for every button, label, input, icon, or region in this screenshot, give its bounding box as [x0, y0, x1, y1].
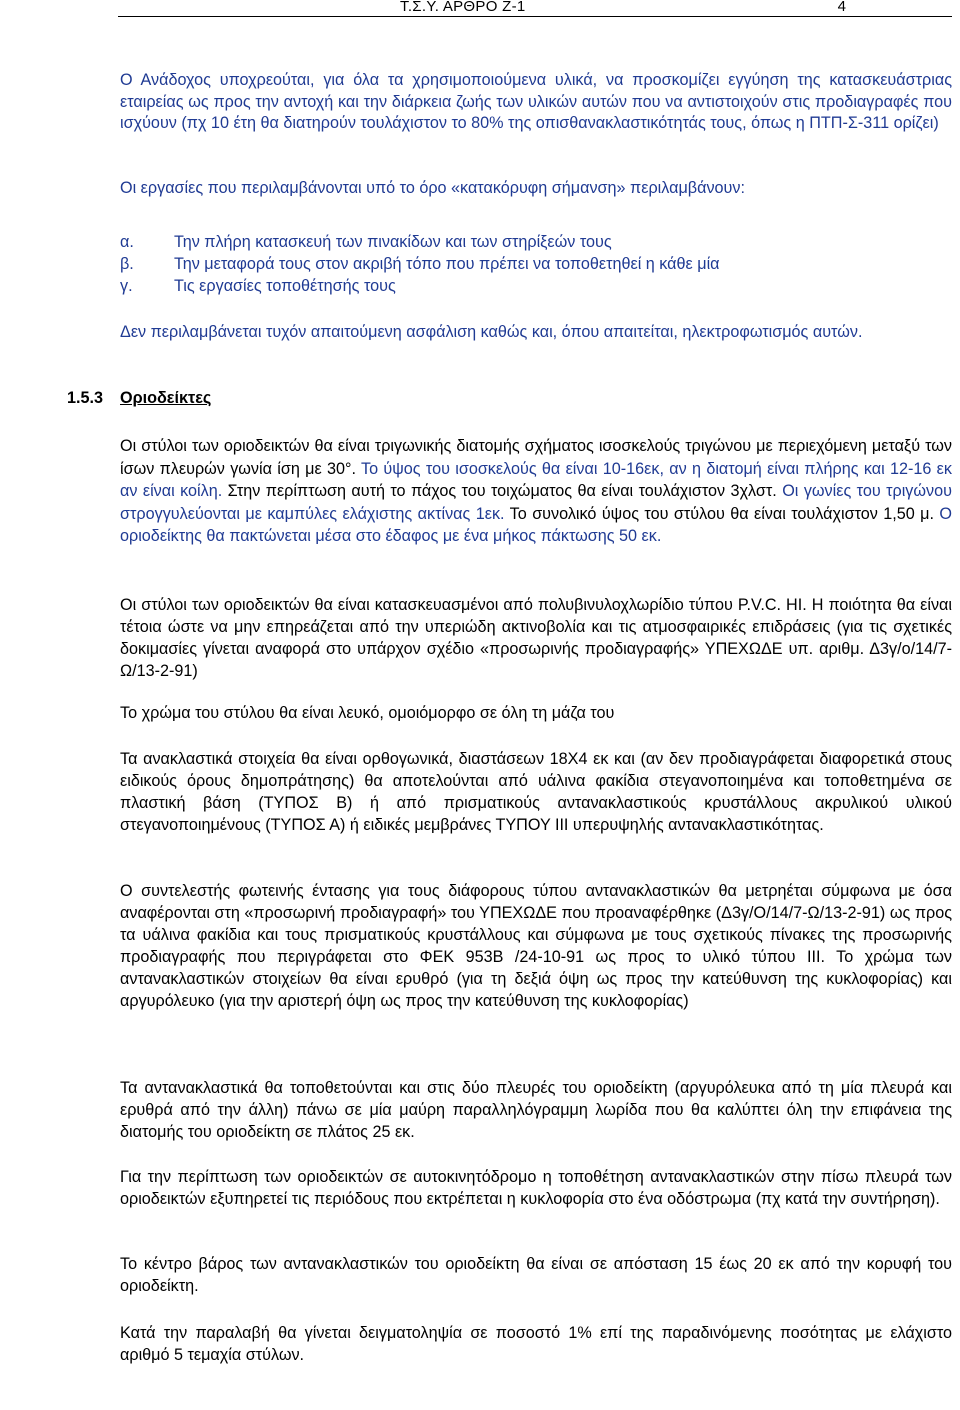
paragraph-sampling: Κατά την παραλαβή θα γίνεται δειγματοληψία σε ποσοστό 1% επί της παραδινόμενης ποσότητας με ελάχιστο αριθμό 5 τεμαχία στύλων. — [120, 1324, 952, 1364]
text-run: Οι γωνίες του τριγώνου στρογγυλεύονται με καμπύλες ελάχιστης ακτίνας 1εκ. — [120, 482, 952, 523]
list-item — [120, 275, 952, 297]
list-item — [120, 253, 952, 275]
text-run: Ο οριοδείκτης θα πακτώνεται μέσα στο έδαφος με ένα μήκος πάκτωσης 50 εκ. — [120, 504, 952, 545]
works-list — [120, 231, 952, 297]
intro-paragraph: Ο Ανάδοχος υποχρεούται, για όλα τα χρησιμοποιούμενα υλικά, να προσκομίζει εγγύηση της κατασκευάστριας εταιρείας ως προς την αντοχή και την διάρκεια ζωής των υλικών αυτών που να αντιστοιχούν στις προδιαγραφές που ισχύουν (πχ 10 έτη θα διατηρούν τουλάχιστον το 80% της οπισθανακλαστικότητάς τους, όπως η ΠΤΠ-Σ-311 ορίζει) — [120, 71, 952, 132]
section-number: 1.5.3 — [67, 389, 104, 407]
paragraph-post-material: Οι στύλοι των οριοδεικτών θα είναι κατασκευασμένοι από πολυβινυλοχλωρίδιο τύπου P.V.C. HI. Η ποιότητα θα είναι τέτοια ώστε να μην επηρεάζεται από την υπεριώδη ακτινοβολία και τις ατμοσφαιρικές επιδράσεις (για τις σχετικές δοκιμασίες γίνεται αναφορά στο υπάρχον σχέδιο «προσωρινής προδιαγραφής» ΥΠΕΧΩΔΕ υπ. αριθμ. Δ3γ/ο/14/7-Ω/13-2-91) — [120, 596, 952, 680]
list-marker: γ. — [120, 277, 133, 295]
list-marker: β. — [120, 255, 134, 273]
section-title: Οριοδείκτες — [120, 389, 212, 407]
paragraph-motorway: Για την περίπτωση των οριοδεικτών σε αυτοκινητόδρομο η τοποθέτηση αντανακλαστικών στην πίσω πλευρά των οριοδεικτών εξυπηρετεί τις περιόδους που εκτρέπεται η κυκλοφορία στο ένα οδόστρωμα (πχ κατά την συντήρηση). — [120, 1168, 952, 1208]
page-header — [0, 0, 960, 14]
text-run: Το συνολικό ύψος του στύλου θα είναι τουλάχιστον 1,50 μ. — [509, 504, 940, 523]
list-item — [120, 231, 952, 253]
works-intro-paragraph: Οι εργασίες που περιλαμβάνονται υπό το όρο «κατακόρυφη σήμανση» περιλαμβάνουν: — [120, 179, 745, 197]
list-item-text: Τις εργασίες τοποθέτησής τους — [174, 277, 396, 295]
paragraph-reflector-placement: Τα αντανακλαστικά θα τοποθετούνται και στις δύο πλευρές του οριοδείκτη (αργυρόλευκα από τη μία πλευρά και ερυθρά από την άλλη) πάνω σε μία μαύρη παραλληλόγραμμη λωρίδα που θα καλύπτει όλη την επιφάνεια της διατομής του οριοδείκτη σε πλάτος 25 εκ. — [120, 1079, 952, 1141]
paragraph-reflectors: Τα ανακλαστικά στοιχεία θα είναι ορθογωνικά, διαστάσεων 18Χ4 εκ και (αν δεν προδιαγράφεται διαφορετικά στους ειδικούς όρους δημοπράτησης) θα αποτελούνται από υάλινα φακίδια στεγανοποιημένα και τοποθετημένα σε πλαστική βάση (ΤΥΠΟΣ Β) ή από πρισματικούς αντανακλαστικούς κρυστάλλους ακρυλικού υλικού στεγανοποιημένους (ΤΥΠΟΣ Α) ή ειδικές μεμβράνες ΤΥΠΟΥ ΙΙΙ υπερυψηλής αντανακλαστικότητας. — [120, 750, 952, 834]
header-title: Τ.Σ.Υ. ΑΡΘΡΟ Ζ-1 — [400, 0, 526, 15]
not-included-paragraph: Δεν περιλαμβάνεται τυχόν απαιτούμενη ασφάλιση καθώς και, όπου απαιτείται, ηλεκτροφωτισμός αυτών. — [120, 323, 863, 341]
paragraph-center-of-gravity: Το κέντρο βάρος των αντανακλαστικών του οριοδείκτη θα είναι σε απόσταση 15 έως 20 εκ από την κορυφή του οριοδείκτη. — [120, 1255, 952, 1295]
text-run: Οι στύλοι των οριοδεικτών θα είναι τριγωνικής διατομής σχήματος ισοσκελούς τριγώνου με περιεχόμενη μεταξύ των ίσων πλευρών γωνία ίση με 30°. — [120, 437, 952, 478]
paragraph-post-color: Το χρώμα του στύλου θα είναι λευκό, ομοιόμορφο σε όλη τη μάζα του — [120, 704, 615, 722]
header-rule — [118, 16, 952, 17]
list-marker: α. — [120, 233, 134, 251]
text-run: Το ύψος του ισοσκελούς θα είναι 10-16εκ, αν η διατομή είναι πλήρης και 12-16 εκ αν είναι κοίλη. — [120, 459, 952, 500]
paragraph-luminous-intensity: Ο συντελεστής φωτεινής έντασης για τους διάφορους τύπου αντανακλαστικών θα μετρηέται σύμφωνα με όσα αναφέρονται στη «προσωρινή προδιαγραφή» του ΥΠΕΧΩΔΕ που προαναφέρθηκε (Δ3γ/Ο/14/7-Ω/13-2-91) ως προς τα υάλινα φακίδια και τους πρισματικούς κρυστάλλους και σύμφωνα με τους σχετικούς πίνακες της προσωρινής προδιαγραφής που περιγράφεται στο ΦΕΚ 953Β /24-10-91 ως προς το υλικό τύπου ΙΙΙ. Το χρώμα των αντανακλαστικών στοιχείων θα είναι ερυθρό (για τη δεξιά όψη ως προς την κατεύθυνση της κυκλοφορίας) και αργυρόλευκο (για την αριστερή όψη ως προς την κατεύθυνση της κυκλοφορίας) — [120, 882, 952, 1010]
list-item-text: Την μεταφορά τους στον ακριβή τόπο που πρέπει να τοποθετηθεί η κάθε μία — [174, 255, 720, 273]
text-run: Στην περίπτωση αυτή το πάχος του τοιχώματος θα είναι τουλάχιστον 3χλστ. — [227, 482, 783, 500]
header-page-number: 4 — [837, 0, 846, 15]
paragraph-post-geometry — [120, 435, 952, 548]
list-item-text: Την πλήρη κατασκευή των πινακίδων και των στηρίξεών τους — [174, 233, 612, 251]
